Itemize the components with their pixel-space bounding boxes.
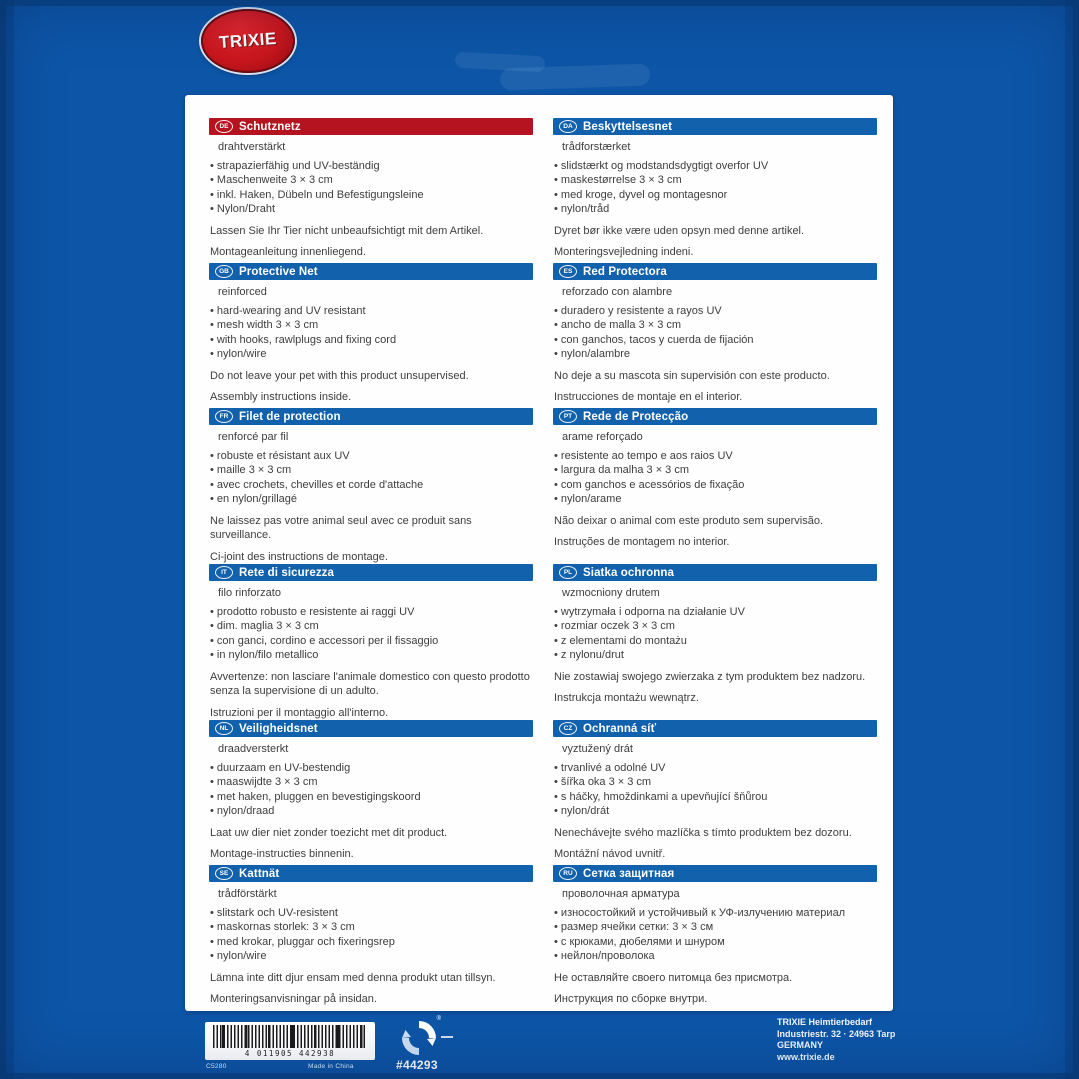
- section-title: Kattnät: [239, 867, 280, 880]
- language-section: [209, 408, 533, 564]
- section-notes: [553, 670, 877, 706]
- section-body: [209, 887, 533, 1007]
- made-in-label: Made in China: [308, 1063, 354, 1070]
- feature-item: • strapazierfähig und UV-beständig: [209, 159, 533, 174]
- section-header: [553, 865, 877, 882]
- feature-item: • trvanlivé a odolné UV: [553, 761, 877, 776]
- feature-item: • nylon/tråd: [553, 202, 877, 217]
- feature-list: [209, 159, 533, 217]
- green-dot-recycling-icon: [399, 1018, 439, 1058]
- section-body: [553, 140, 877, 260]
- registered-mark: ®: [436, 1016, 441, 1022]
- section-header: [553, 408, 877, 425]
- language-section: [209, 720, 533, 865]
- note-line: Assembly instructions inside.: [210, 391, 352, 403]
- section-notes: [209, 369, 533, 405]
- language-badge-icon: GB: [215, 265, 233, 278]
- feature-item: • maskestørrelse 3 × 3 cm: [553, 173, 877, 188]
- feature-item: • with hooks, rawlplugs and fixing cord: [209, 333, 533, 348]
- language-section: [553, 408, 877, 564]
- note-line: Instruções de montagem no interior.: [554, 536, 730, 548]
- language-badge-icon: CZ: [559, 722, 577, 735]
- feature-item: • размер ячейки сетки: 3 × 3 см: [553, 920, 877, 935]
- feature-item: • maskornas storlek: 3 × 3 cm: [209, 920, 533, 935]
- feature-item: • nylon/alambre: [553, 347, 877, 362]
- language-section: [209, 865, 533, 1010]
- section-subtitle: trådforstærket: [562, 141, 631, 153]
- note-line: Nenechávejte svého mazlíčka s tímto produktem bez dozoru.: [554, 826, 852, 839]
- address-line: Industriestr. 32 · 24963 Tarp: [777, 1028, 896, 1039]
- section-body: [553, 742, 877, 862]
- section-subtitle: filo rinforzato: [218, 587, 281, 599]
- section-title: Red Protectora: [583, 265, 667, 278]
- article-number: #44293: [396, 1058, 438, 1072]
- section-subtitle: drahtverstärkt: [218, 141, 286, 153]
- section-title: Сетка защитная: [583, 867, 675, 880]
- feature-item: • с крюками, дюбелями и шнуром: [553, 935, 877, 950]
- feature-item: • duradero y resistente a rayos UV: [553, 304, 877, 319]
- section-header: [553, 118, 877, 135]
- trixie-logo: [201, 9, 295, 73]
- section-subtitle: renforcé par fil: [218, 431, 289, 443]
- feature-item: • износостойкий и устойчивый к УФ-излучению материал: [553, 906, 877, 921]
- feature-item: • hard-wearing and UV resistant: [209, 304, 533, 319]
- watermark-shape: [455, 52, 546, 73]
- language-badge-icon: IT: [215, 566, 233, 579]
- note-line: No deje a su mascota sin supervisión con este producto.: [554, 369, 830, 382]
- feature-item: • dim. maglia 3 × 3 cm: [209, 619, 533, 634]
- language-section: [553, 720, 877, 865]
- language-badge-icon: RU: [559, 867, 577, 880]
- note-line: Montageanleitung innenliegend.: [210, 246, 366, 258]
- feature-item: • ancho de malla 3 × 3 cm: [553, 318, 877, 333]
- website-url: www.trixie.de: [777, 1051, 835, 1062]
- batch-code: C5280: [206, 1063, 227, 1070]
- feature-item: • largura da malha 3 × 3 cm: [553, 463, 877, 478]
- language-badge-icon: PL: [559, 566, 577, 579]
- note-line: Ne laissez pas votre animal seul avec ce produit sans surveillance.: [210, 514, 472, 541]
- section-notes: [553, 971, 877, 1007]
- section-title: Veiligheidsnet: [239, 722, 318, 735]
- feature-item: • slitstark och UV-resistent: [209, 906, 533, 921]
- section-body: [553, 430, 877, 550]
- feature-item: • met haken, pluggen en bevestigingskoord: [209, 790, 533, 805]
- section-notes: [209, 224, 533, 260]
- note-line: Monteringsanvisningar på insidan.: [210, 993, 377, 1005]
- feature-list: [209, 304, 533, 362]
- trixie-logo-text: TRIXIE: [218, 29, 278, 52]
- section-subtitle: arame reforçado: [562, 431, 643, 443]
- section-notes: [553, 826, 877, 862]
- feature-item: • maaswijdte 3 × 3 cm: [209, 775, 533, 790]
- note-line: Avvertenze: non lasciare l'animale domestico con questo prodotto senza la supervisione di un adulto.: [210, 670, 530, 697]
- language-badge-icon: PT: [559, 410, 577, 423]
- note-line: Laat uw dier niet zonder toezicht met dit product.: [210, 826, 448, 839]
- section-subtitle: reinforced: [218, 286, 267, 298]
- section-body: [209, 586, 533, 720]
- feature-item: • med krokar, pluggar och fixeringsrep: [209, 935, 533, 950]
- feature-item: • z elementami do montażu: [553, 634, 877, 649]
- section-title: Rede de Protecção: [583, 410, 689, 423]
- note-line: Lassen Sie Ihr Tier nicht unbeaufsichtigt mit dem Artikel.: [210, 224, 484, 237]
- note-line: Instrucciones de montaje en el interior.: [554, 391, 743, 403]
- section-body: [209, 430, 533, 564]
- section-header: [209, 263, 533, 280]
- language-section: [553, 865, 877, 1010]
- language-badge-icon: SE: [215, 867, 233, 880]
- feature-item: • nylon/wire: [209, 949, 533, 964]
- note-line: Не оставляйте своего питомца без присмотра.: [554, 971, 793, 984]
- feature-list: [553, 761, 877, 819]
- section-header: [209, 865, 533, 882]
- feature-item: • nylon/arame: [553, 492, 877, 507]
- feature-item: • med kroge, dyvel og montagesnor: [553, 188, 877, 203]
- section-title: Ochranná síť: [583, 722, 657, 735]
- feature-list: [553, 906, 877, 964]
- feature-item: • z nylonu/drut: [553, 648, 877, 663]
- feature-list: [553, 605, 877, 663]
- language-badge-icon: NL: [215, 722, 233, 735]
- section-header: [209, 720, 533, 737]
- feature-item: • slidstærkt og modstandsdygtigt overfor UV: [553, 159, 877, 174]
- section-subtitle: trådförstärkt: [218, 888, 277, 900]
- feature-item: • нейлон/проволока: [553, 949, 877, 964]
- language-section: [553, 263, 877, 408]
- section-notes: [553, 514, 877, 550]
- section-subtitle: vyztužený drát: [562, 743, 633, 755]
- feature-item: • in nylon/filo metallico: [209, 648, 533, 663]
- language-grid: [209, 118, 877, 1010]
- section-notes: [209, 971, 533, 1007]
- section-notes: [209, 670, 533, 721]
- embossed-watermark: [455, 52, 655, 94]
- feature-item: • maille 3 × 3 cm: [209, 463, 533, 478]
- language-badge-icon: FR: [215, 410, 233, 423]
- note-line: Montážní návod uvnitř.: [554, 848, 666, 860]
- feature-item: • Nylon/Draht: [209, 202, 533, 217]
- note-line: Monteringsvejledning indeni.: [554, 246, 694, 258]
- note-line: Instrukcja montażu wewnątrz.: [554, 692, 699, 704]
- section-subtitle: draadversterkt: [218, 743, 289, 755]
- language-section: [553, 564, 877, 720]
- note-line: Montage-instructies binnenin.: [210, 848, 354, 860]
- feature-item: • Maschenweite 3 × 3 cm: [209, 173, 533, 188]
- language-badge-icon: DA: [559, 120, 577, 133]
- section-body: [553, 285, 877, 405]
- note-line: Dyret bør ikke være uden opsyn med denne artikel.: [554, 224, 805, 237]
- section-title: Protective Net: [239, 265, 318, 278]
- section-body: [553, 887, 877, 1007]
- section-notes: [209, 514, 533, 565]
- green-dot-wordmark: [441, 1036, 453, 1038]
- section-subtitle: проволочная арматура: [562, 888, 680, 900]
- note-line: Não deixar o animal com este produto sem supervisão.: [554, 514, 824, 527]
- feature-item: • rozmiar oczek 3 × 3 cm: [553, 619, 877, 634]
- section-notes: [209, 826, 533, 862]
- section-notes: [553, 224, 877, 260]
- language-section: [209, 564, 533, 720]
- section-body: [553, 586, 877, 706]
- feature-list: [553, 159, 877, 217]
- feature-item: • mesh width 3 × 3 cm: [209, 318, 533, 333]
- feature-item: • resistente ao tempo e aos raios UV: [553, 449, 877, 464]
- section-header: [209, 564, 533, 581]
- section-title: Filet de protection: [239, 410, 341, 423]
- section-subtitle: reforzado con alambre: [562, 286, 673, 298]
- section-body: [209, 140, 533, 260]
- section-header: [553, 263, 877, 280]
- feature-list: [553, 304, 877, 362]
- footer-strip: [0, 1010, 1079, 1079]
- feature-item: • com ganchos e acessórios de fixação: [553, 478, 877, 493]
- section-header: [209, 118, 533, 135]
- address-line: GERMANY: [777, 1040, 824, 1050]
- note-line: Lämna inte ditt djur ensam med denna produkt utan tillsyn.: [210, 971, 496, 984]
- feature-item: • prodotto robusto e resistente ai raggi UV: [209, 605, 533, 620]
- feature-item: • duurzaam en UV-bestendig: [209, 761, 533, 776]
- manufacturer-address: [777, 1017, 895, 1063]
- section-body: [209, 285, 533, 405]
- feature-list: [209, 906, 533, 964]
- feature-item: • nylon/wire: [209, 347, 533, 362]
- section-title: Beskyttelsesnet: [583, 120, 673, 133]
- section-body: [209, 742, 533, 862]
- feature-list: [209, 449, 533, 507]
- feature-item: • robuste et résistant aux UV: [209, 449, 533, 464]
- feature-list: [553, 449, 877, 507]
- language-badge-icon: DE: [215, 120, 233, 133]
- note-line: Ci-joint des instructions de montage.: [210, 550, 388, 563]
- feature-item: • wytrzymała i odporna na działanie UV: [553, 605, 877, 620]
- section-title: Schutznetz: [239, 120, 301, 133]
- label-panel: [185, 95, 893, 1011]
- language-section: [553, 118, 877, 263]
- barcode-digits: 4 011905 442938: [244, 1049, 336, 1058]
- barcode: [205, 1022, 375, 1060]
- feature-item: • avec crochets, chevilles et corde d'attache: [209, 478, 533, 493]
- section-header: [209, 408, 533, 425]
- feature-item: • en nylon/grillagé: [209, 492, 533, 507]
- language-badge-icon: ES: [559, 265, 577, 278]
- feature-item: • šířka oka 3 × 3 cm: [553, 775, 877, 790]
- section-title: Rete di sicurezza: [239, 566, 335, 579]
- note-line: Do not leave your pet with this product unsupervised.: [210, 369, 469, 382]
- section-title: Siatka ochronna: [583, 566, 674, 579]
- feature-item: • s háčky, hmoždinkami a upevňující šňůrou: [553, 790, 877, 805]
- section-notes: [553, 369, 877, 405]
- language-section: [209, 118, 533, 263]
- feature-item: • nylon/drát: [553, 804, 877, 819]
- language-section: [209, 263, 533, 408]
- feature-list: [209, 761, 533, 819]
- feature-item: • con ganchos, tacos y cuerda de fijación: [553, 333, 877, 348]
- address-line: TRIXIE Heimtierbedarf: [777, 1017, 873, 1027]
- section-header: [553, 720, 877, 737]
- feature-item: • con ganci, cordino e accessori per il fissaggio: [209, 634, 533, 649]
- feature-list: [209, 605, 533, 663]
- note-line: Инструкция по сборке внутри.: [554, 993, 708, 1005]
- barcode-bars-icon: [213, 1025, 367, 1048]
- section-header: [553, 564, 877, 581]
- note-line: Istruzioni per il montaggio all'interno.: [210, 706, 389, 719]
- feature-item: • inkl. Haken, Dübeln und Befestigungsleine: [209, 188, 533, 203]
- section-subtitle: wzmocniony drutem: [562, 587, 660, 599]
- note-line: Nie zostawiaj swojego zwierzaka z tym produktem bez nadzoru.: [554, 670, 866, 683]
- feature-item: • nylon/draad: [209, 804, 533, 819]
